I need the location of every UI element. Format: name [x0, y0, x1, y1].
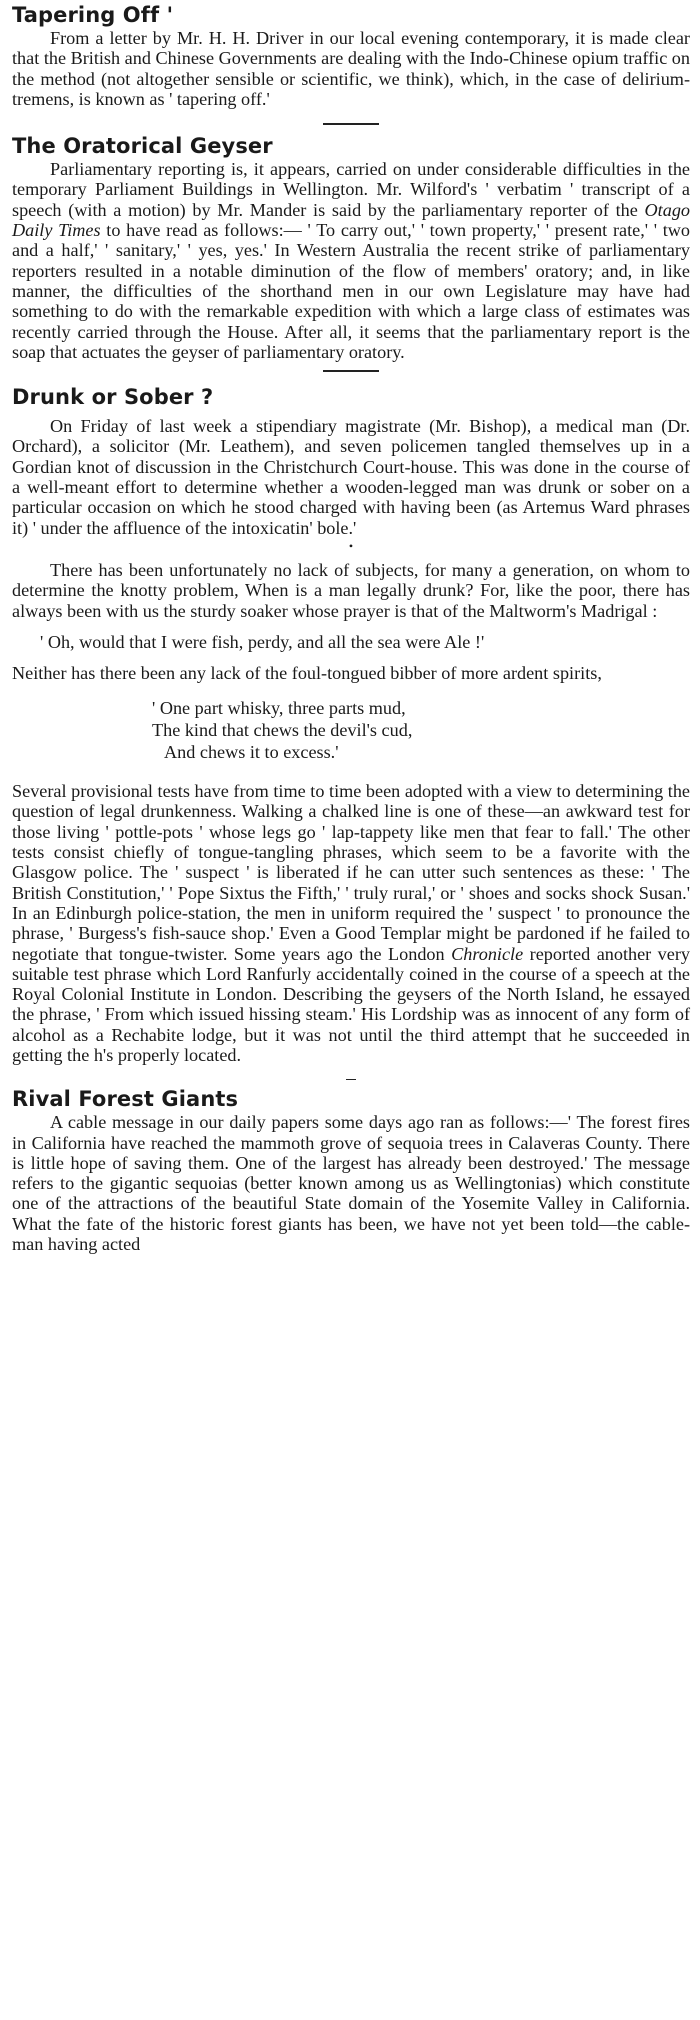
- paragraph-rival-forest-giants: A cable message in our daily papers some days ago ran as follows:—' The forest fires in California have reached the mammoth grove of sequoia trees in Calaveras County. There is little hope of saving them. One of the largest has already been destroyed.' The message refers to the gigantic sequoias (better known among us as Wellingtonias) which constitute one of the attractions of the beautiful State domain of the Yosemite Valley in California. What the fate of the historic forest giants has been, we have not yet been told—the cable-man having acted: [12, 1112, 690, 1255]
- paragraph-separator-mark: •: [348, 538, 354, 553]
- paragraph-drunk-or-sober-3: Neither has there been any lack of the foul-tongued bibber of more ardent spirits,: [12, 662, 602, 683]
- quote-maltworms-madrigal: ' Oh, would that I were fish, perdy, and all the sea were Ale !': [40, 631, 485, 652]
- paragraph-tapering-off: From a letter by Mr. H. H. Driver in our local evening contemporary, it is made clear that the British and Chinese Governments are dealing with the Indo-Chinese opium traffic on the method (not altogether sensible or scientific, we think), which, in the case of delirium-tremens, is known as ' tapering off.': [12, 28, 690, 109]
- verse-whisky: [152, 697, 690, 763]
- verse-line: And chews it to excess.': [164, 742, 339, 763]
- paragraph-drunk-or-sober-1: On Friday of last week a stipendiary magistrate (Mr. Bishop), a medical man (Dr. Orchard), a solicitor (Mr. Leathem), and seven policemen tangled themselves up in a Gordian knot of discussion in the Christchurch Court-house. This was done in the course of a well-meant effort to determine whether a wooden-legged man was drunk or sober on a particular occasion on which he stood charged with having been (as Artemus Ward phrases it) ' under the affluence of the intoxicatin' bole.': [12, 416, 690, 538]
- heading-tapering-off: Tapering Off ': [12, 3, 174, 27]
- paragraph-oratorical-geyser: Parliamentary reporting is, it appears, carried on under considerable difficulties in the temporary Parliament Buildings in Wellington. Mr. Wilford's ' verbatim ' transcript of a speech (with a motion) by Mr. Mander is said by the parliamentary reporter of the Otago Daily Times to have read as follows:— ' To carry out,' ' town property,' ' present rate,' ' two and a half,' ' sanitary,' ' yes, yes.' In Western Australia the recent strike of parliamentary reporters resulted in a notable diminution of the flow of members' oratory; and, in like manner, the difficulties of the shorthand men in our own Legislature may have had something to do with the remarkable expedition with which a large class of estimates was recently carried through the House. After all, it seems that the parliamentary report is the soap that actuates the geyser of parliamentary oratory.: [12, 159, 691, 362]
- verse-line: ' One part whisky, three parts mud,: [152, 698, 406, 719]
- heading-drunk-or-sober: Drunk or Sober ?: [12, 385, 214, 410]
- paragraph-drunk-or-sober-4: Several provisional tests have from time to time been adopted with a view to determining the question of legal drunkenness. Walking a chalked line is one of these—an awkward test for those living ' pottle-pots ' whose legs go ' lap-tappety like men that fear to fall.' The other tests consist chiefly of tongue-tangling phrases, which seem to be a favorite with the Glasgow police. The ' suspect ' is liberated if he can utter such sentences as these: ' The British Constitution,' ' Pope Sixtus the Fifth,' ' truly rural,' or ' shoes and socks shock Susan.' In an Edinburgh police-station, the men in uniform required the ' suspect ' to pronounce the phrase, ' Burgess's fish-sauce shop.' Even a Good Templar might be pardoned if he failed to negotiate that tongue-twister. Some years ago the London Chronicle reported another very suitable test phrase which Lord Ranfurly accidentally coined in the course of a speech at the Royal Colonial Institute in London. Describing the geysers of the North Island, he essayed the phrase, ' From which issued hissing steam.' His Lordship was as innocent of any form of alcohol as a Rechabite lodge, but it was not until the third attempt that he succeeded in getting the h's properly located.: [12, 781, 691, 1065]
- heading-oratorical-geyser: The Oratorical Geyser: [12, 134, 273, 159]
- verse-line: The kind that chews the devil's cud,: [152, 720, 413, 741]
- heading-rival-forest-giants: Rival Forest Giants: [12, 1087, 239, 1112]
- paragraph-drunk-or-sober-2: There has been unfortunately no lack of subjects, for many a generation, on whom to determine the knotty problem, When is a man legally drunk? For, like the poor, there has always been with us the sturdy soaker whose prayer is that of the Maltworm's Madrigal :: [12, 559, 690, 621]
